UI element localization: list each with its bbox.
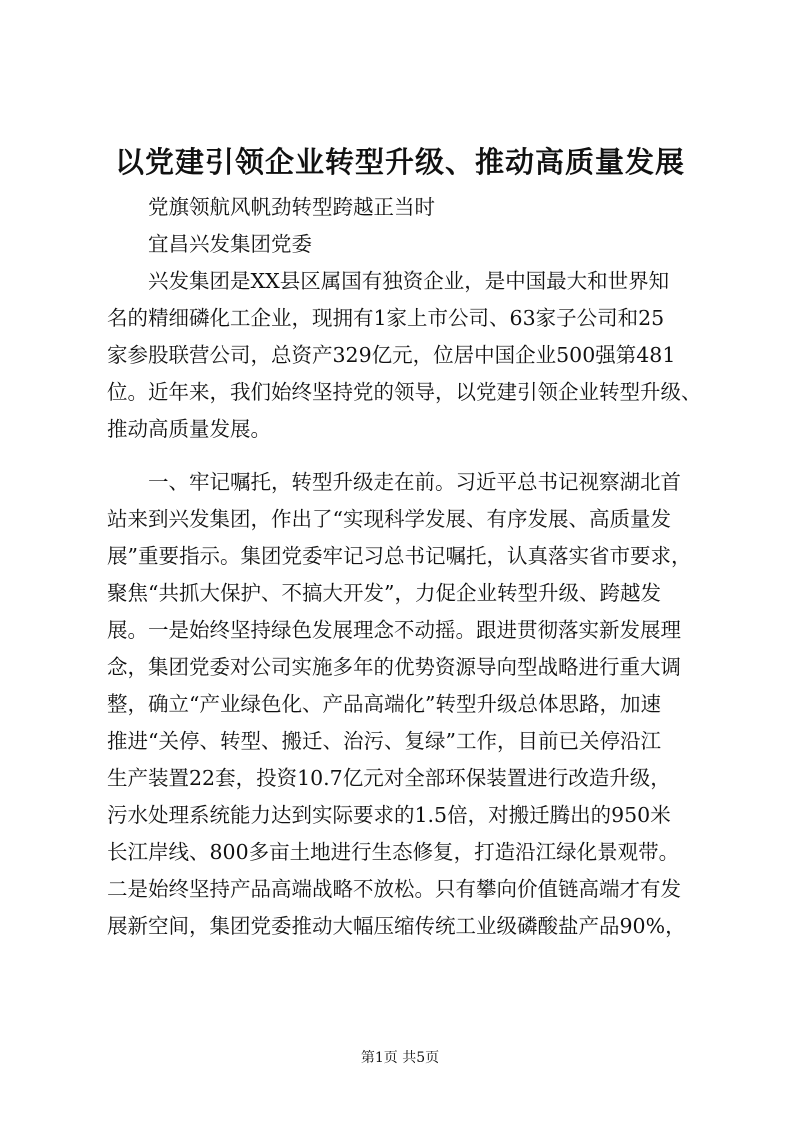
text-line: 家参股联营公司，总资产329亿元，位居中国企业500强第481 (107, 343, 676, 367)
text-line: 生产装置22套，投资10.7亿元对全部环保装置进行改造升级， (107, 766, 671, 790)
author-line: 宜昌兴发集团党委 (148, 232, 312, 256)
text-line: 名的精细磷化工企业，现拥有1家上市公司、63家子公司和25 (107, 306, 665, 330)
text-line: 推动高质量发展。 (107, 417, 271, 441)
text-line: 位。近年来，我们始终坚持党的领导，以党建引领企业转型升级、 (107, 380, 702, 404)
text-line: 推进“关停、转型、搬迁、治污、复绿”工作，目前已关停沿江 (107, 729, 661, 753)
text-line: 二是始终坚持产品高端战略不放松。只有攀向价值链高端才有发 (107, 877, 681, 901)
text-line: 整，确立“产业绿色化、产品高端化”转型升级总体思路，加速 (107, 692, 661, 716)
text-line: 污水处理系统能力达到实际要求的1.5倍，对搬迁腾出的950米 (107, 803, 671, 827)
document-title: 以党建引领企业转型升级、推动高质量发展 (114, 145, 685, 179)
page-number: 第1页 共5页 (360, 1050, 440, 1066)
text-line: 展新空间，集团党委推动大幅压缩传统工业级磷酸盐产品90%， (107, 914, 686, 938)
text-line: 展。一是始终坚持绿色发展理念不动摇。跟进贯彻落实新发展理 (107, 618, 681, 642)
text-line: 聚焦“共抓大保护、不搞大开发”，力促企业转型升级、跨越发 (107, 581, 661, 605)
paragraph-1 (107, 263, 702, 448)
text-line: 念，集团党委对公司实施多年的优势资源导向型战略进行重大调 (107, 655, 681, 679)
paragraph-2 (107, 464, 699, 945)
document-body (107, 189, 702, 945)
paragraph-gap (107, 448, 699, 464)
text-line: 兴发集团是XX县区属国有独资企业，是中国最大和世界知 (148, 269, 670, 293)
text-line: 站来到兴发集团，作出了“实现科学发展、有序发展、高质量发 (107, 507, 671, 531)
text-line: 展”重要指示。集团党委牢记习总书记嘱托，认真落实省市要求， (107, 544, 692, 568)
text-line: 一、牢记嘱托，转型升级走在前。习近平总书记视察湖北首 (148, 470, 681, 494)
text-line: 长江岸线、800多亩土地进行生态修复，打造沿江绿化景观带。 (107, 840, 680, 864)
subtitle-line: 党旗领航风帆劲转型跨越正当时 (148, 195, 435, 219)
